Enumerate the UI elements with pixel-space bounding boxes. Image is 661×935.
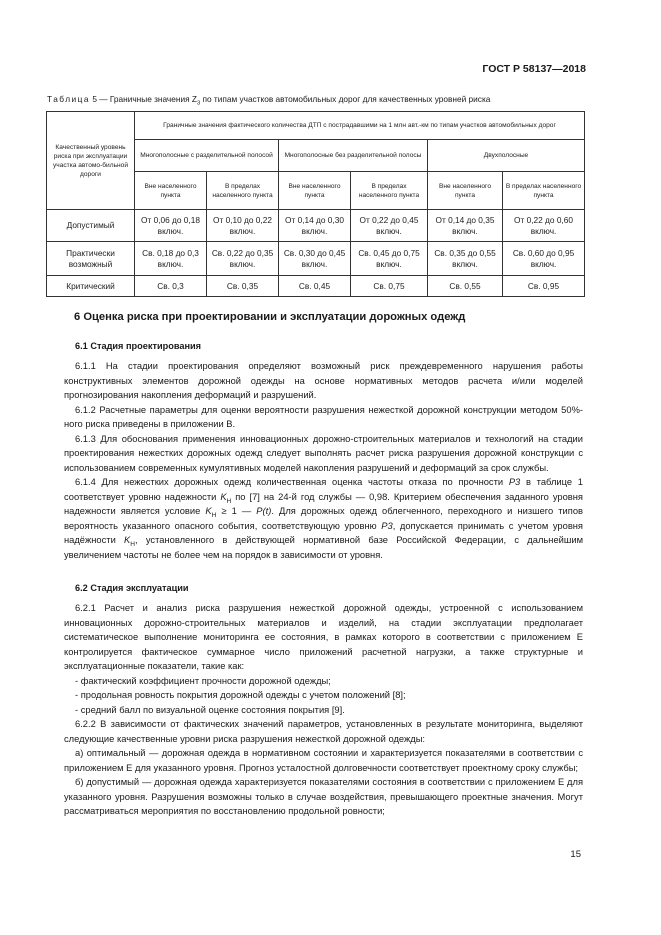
text-run-italic: K [220,491,227,502]
paragraph-6-2-2: 6.2.2 В зависимости от фактических значений параметров, установленных в результате мониторинга, выделяют следующие качественные уровни риска разрушения нежесткой дорожной одежды: [64,719,583,744]
table-row [47,210,585,242]
level-cell: Допустимый [47,210,135,242]
text-run-italic: Р(t) [256,506,272,516]
row-header-cell: Качественный уровень риска при эксплуатации участка автомо-бильной дороги [47,112,135,210]
value-cell: Св. 0,95 [503,276,585,297]
group-header-cell: Граничные значения фактического количества ДТП с пострадавшими на 1 млн авт.-км по типам участков автомобильных дорог [135,112,585,140]
table-caption [47,94,491,107]
table-row [47,242,585,276]
value-cell: Св. 0,35 до 0,55 включ. [428,242,503,276]
paragraph-6-1-1: 6.1.1 На стадии проектирования определяют возможный риск преждевременного нарушения работы конструктивных элементов дорожной одежды на основе нормативных методов расчета и/или моделей прогнозирования накопления деформаций и разрушений. [64,361,583,400]
paragraph-a: а) оптимальный — дорожная одежда в нормативном состоянии и характеризуется показателями в соответствии с приложением Е для указанного уровня. Прогноз усталостной долговечности соответствует проектному сроку службы; [64,748,583,773]
road-type-header: Многополосные с разделительной полосой [135,140,279,172]
text-run: . Для дорожных одежд облегченного, переходного и низшего типов вероятность указанного опасного события, соответствующую уровню [64,506,583,531]
text-run-italic: Р3 [381,520,393,531]
paragraph-6-1-4 [64,475,583,562]
list-item: - средний балл по визуальной оценке состояния покрытия [9]. [75,704,345,715]
value-cell: Св. 0,3 [135,276,207,297]
subscript: Н [211,511,217,519]
text-run: 6.1.4 Для нежестких дорожных одежд количественная оценка частоты отказа по прочности [75,477,509,487]
text-run: в таблице 1 соответствует уровню надежности [64,477,583,502]
value-cell: От 0,14 до 0,30 включ. [279,210,351,242]
caption-sub: 3 [196,100,201,107]
sub-header: Вне населенного пункта [279,172,351,210]
road-type-header: Двухполосные [428,140,585,172]
caption-label: Таблица [47,94,91,104]
level-cell: Практически возможный [47,242,135,276]
sub-header: Вне населенного пункта [135,172,207,210]
value-cell: Св. 0,60 до 0,95 включ. [503,242,585,276]
document-id: ГОСТ Р 58137—2018 [482,63,586,75]
value-cell: От 0,06 до 0,18 включ. [135,210,207,242]
subsection-title-6-2: 6.2 Стадия эксплуатации [75,583,189,593]
caption-tail: по типам участков автомобильных дорог для качественных уровней риска [200,94,491,104]
value-cell: Св. 0,75 [351,276,428,297]
section-6-2-body [64,601,583,819]
value-cell: Св. 0,55 [428,276,503,297]
value-cell: Св. 0,30 до 0,45 включ. [279,242,351,276]
road-type-header: Многополосные без разделительной полосы [279,140,428,172]
value-cell: От 0,22 до 0,45 включ. [351,210,428,242]
text-run-italic: K [124,535,131,545]
text-run-italic: K [205,506,212,516]
paragraph-6-1-3: 6.1.3 Для обоснования применения инновационных дорожно-строительных материалов и технологий на стадии проектирования нежестких дорожных одежд следует выполнять расчет риска разрушения дорожной конструкции с использованием современных кумулятивных моделей накопления разрушений и деформаций за срок службы. [64,433,583,473]
sub-header: В пределах населенного пункта [351,172,428,210]
paragraph-b: б) допустимый — дорожная одежда характеризуется показателями состояния в соответствии с приложением Е для указанного уровня. Разрушения возможны только в случае воздействия, превышающего проектные значения. Могут рассматриваться мероприятия по восстановлению продольной ровности; [64,777,583,816]
paragraph-6-2-1: 6.2.1 Расчет и анализ риска разрушения нежесткой дорожной одежды, устроенной с использованием инновационных дорожно-строительных материалов и изделий, на стадии эксплуатации предполагает систематическое выполнение мониторинга ее состояния, в рамках которого в соответствии с приложением Е контролируется фактическое суммарное число приложений расчетной нагрузки, а также структурные и эксплуатационные показатели, такие как: [64,603,583,671]
sub-header: Вне населенного пункта [428,172,503,210]
text-run: ≥ 1 — [216,506,257,516]
list-item: - продольная ровность покрытия дорожной одежды с учетом положений [8]; [75,690,406,700]
text-run: по [7] на 24-й год службы — 0,98. Критерием обеспечения заданного уровня надежности является условие [64,491,583,516]
section-6-1-body [64,359,583,562]
value-cell: Св. 0,45 до 0,75 включ. [351,242,428,276]
caption-rest: 5 — Граничные значения Z [90,94,197,104]
text-run: , установленного в действующей нормативной базе Российской Федерации, с дальнейшим увеличением частоты не более чем на порядок в зависимости от уровня. [64,535,583,560]
paragraph-6-1-2: 6.1.2 Расчетные параметры для оценки вероятности разрушения нежесткой дорожной конструкции методом 50%-ного риска приведены в приложении В. [64,404,583,429]
text-run-italic: Р3 [508,477,521,487]
value-cell: От 0,10 до 0,22 включ. [207,210,279,242]
value-cell: Св. 0,45 [279,276,351,297]
table-row [47,276,585,297]
subscript: Н [130,540,135,548]
value-cell: Св. 0,35 [207,276,279,297]
sub-header: В пределах населенного пункта [207,172,279,210]
level-cell: Критический [47,276,135,297]
sub-header: В пределах населенного пункта [503,172,585,210]
page-number: 15 [570,849,581,860]
value-cell: Св. 0,22 до 0,35 включ. [207,242,279,276]
text-run: , допускается принимать с учетом уровня надёжности [64,520,583,545]
subscript: Н [226,497,232,505]
section-title: 6 Оценка риска при проектировании и эксплуатации дорожных одежд [74,311,466,323]
subsection-title-6-1: 6.1 Стадия проектирования [75,341,202,351]
list-item: - фактический коэффициент прочности дорожной одежды; [75,675,331,686]
value-cell: От 0,14 до 0,35 включ. [428,210,503,242]
value-cell: Св. 0,18 до 0,3 включ. [135,242,207,276]
risk-table [46,111,585,297]
value-cell: От 0,22 до 0,60 включ. [503,210,585,242]
